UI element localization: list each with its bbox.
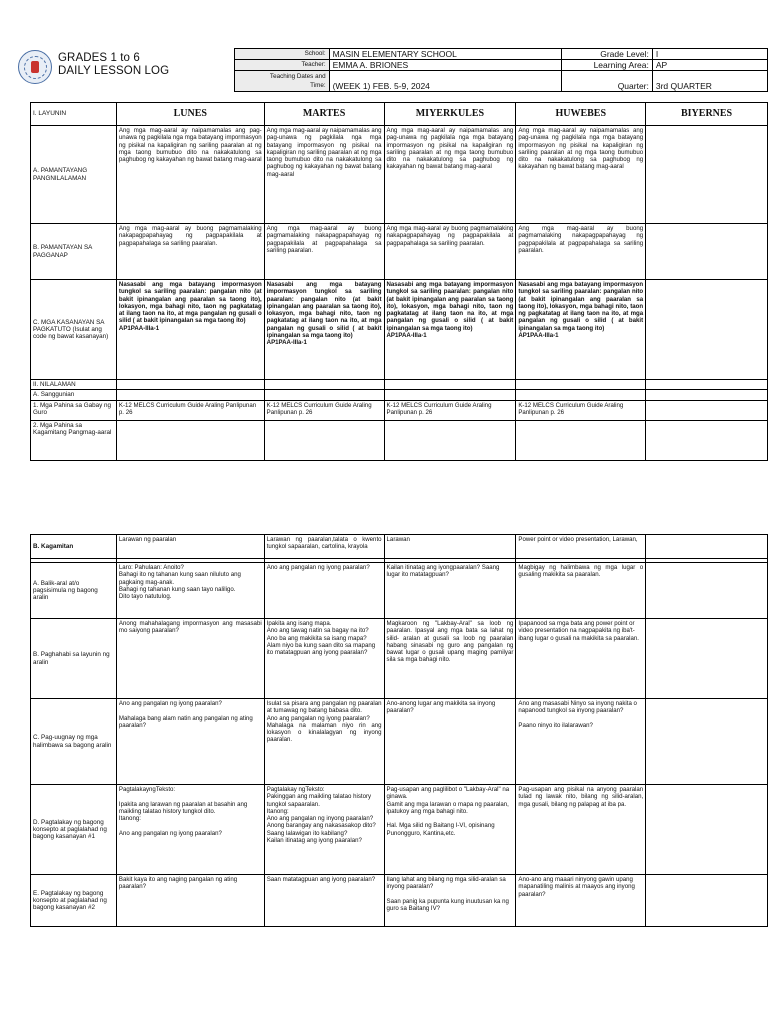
row-label: A. Balik-aral at/o pagsisimula ng bagong aralin (31, 563, 117, 619)
dates-value: (WEEK 1) FEB. 5-9, 2024 (329, 71, 561, 92)
cell: Nasasabi ang mga batayang impormasyon tungkol sa sariling paaralan: pangalan nito (at bakit ipinangalan ang paaralan sa taong ito), lokasyon, mga bahagi nito, taon ng pagkatatag at ilang taon na ito, at mga pangalan ng gusali o silid ( at bakit ipinangalan sa mga taong ito) AP1PAA-IIIa-1 (264, 280, 384, 380)
cell (646, 126, 768, 224)
cell: Ano ang pangalan ng iyong paaralan? (264, 563, 384, 619)
cell: Larawan (384, 535, 516, 559)
cell: Nasasabi ang mga batayang impormasyon tungkol sa sariling paaralan: pangalan nito (at bakit ipinangalan ang paaralan sa taong ito), lokasyon, mga bahagi nito, taon ng pagkatatag at ilang taon na ito, at mga pangalan ng gusali o silid ( at bakit ipinangalan sa mga taong ito) AP1PAA-IIIa-1 (384, 280, 516, 380)
day-header-miyerkules: MIYERKULES (384, 103, 516, 126)
cell: K-12 MELCS Curriculum Guide Araling Panlipunan p. 26 (264, 400, 384, 420)
cell: Ano-ano ang maaari ninyong gawin upang mapanatiling malinis at maayos ang inyong paaralan? (516, 875, 646, 927)
school-value: MASIN ELEMENTARY SCHOOL (329, 49, 561, 60)
lesson-table-part-1 (30, 102, 768, 461)
school-label: School: (235, 49, 330, 60)
row-label: 1. Mga Pahina sa Gabay ng Guro (31, 400, 117, 420)
cell (384, 420, 516, 460)
cell: Ilang lahat ang bilang ng mga silid-aralan sa inyong paaralan? Saan panig ka pupunta kung inuutusan ka ng guro sa Baitang IV? (384, 875, 516, 927)
row-label: B. Kagamitan (31, 535, 117, 559)
cell: Laro: Pahulaan: Anoito? Bahagi ito ng tahanan kung saan niluluto ang pagkaing mag-anak. Bahagi ng tahanan kung saan tayo naliligo. Dito tayo natutulog. (116, 563, 264, 619)
cell (646, 875, 768, 927)
cell (646, 280, 768, 380)
cell: Ano ang masasabi Ninyo sa inyong nakita o napanood tungkol sa inyong paaralan? Paano ninyo ito ilalarawan? (516, 699, 646, 785)
header (16, 48, 768, 90)
cell: Magkaroon ng "Lakbay-Aral" sa loob ng paaralan. Ipasyal ang mga bata sa lahat ng silid- aralan at gusali sa loob ng paaralan habang sinasabi ng guro ang pangalan ng bawat lugar o gusali upang maging pamilyar sila sa mga bahagi nito. (384, 619, 516, 699)
row-label: B. Paghahabi sa layunin ng aralin (31, 619, 117, 699)
table-row (31, 224, 768, 280)
cell: K-12 MELCS Curriculum Guide Araling Panlipunan p. 26 (116, 400, 264, 420)
cell (646, 619, 768, 699)
cell: Ano ang pangalan ng iyong paaralan? Mahalaga bang alam natin ang pangalan ng ating paaralan? (116, 699, 264, 785)
teacher-label: Teacher: (235, 60, 330, 71)
cell: Ang mga mag-aaral ay naipamamalas ang pag-unawa ng pagkilala nga mga batayang impormasyon ng pisikal na kapaligiran ng sariling paaralan at ng mga taong bumubuo dito na nakakatulong sa paghubog ng kakayahan ng bawat batang mag-aaral (116, 126, 264, 224)
day-header-huwebes: HUWEBES (516, 103, 646, 126)
table-row (31, 400, 768, 420)
table-row (31, 875, 768, 927)
row-label: C. Pag-uugnay ng mga halimbawa sa bagong aralin (31, 699, 117, 785)
lesson-table-part-2 (30, 534, 768, 927)
table-row (31, 563, 768, 619)
cell (516, 420, 646, 460)
table-row (31, 420, 768, 460)
cell (646, 785, 768, 875)
cell (116, 420, 264, 460)
day-header-biyernes: BIYERNES (646, 103, 768, 126)
cell (646, 563, 768, 619)
cell (646, 420, 768, 460)
row-label: B. PAMANTAYAN SA PAGGANAP (31, 224, 117, 280)
cell (384, 380, 516, 390)
cell: Ang mga mag-aaral ay buong pagmamalaking nakapagpapahayag ng pagpapakilala at pagpapahalaga sa sariling paaralan. (264, 224, 384, 280)
grade-label: Grade Level: (562, 49, 653, 60)
table-row (31, 535, 768, 559)
deped-seal-icon (18, 50, 52, 84)
cell: Kailan itinatag ang iyongpaaralan? Saang lugar ito matatagpuan? (384, 563, 516, 619)
table-row (31, 380, 768, 390)
log-title (58, 52, 169, 78)
row-label: II. NILALAMAN (31, 380, 117, 390)
table-row (31, 126, 768, 224)
cell: Pagtalakay ngTeksto: Pakinggan ang maikling talatao history tungkol sapaaralan. Itanong: Ano ang pangalan ng inyong paaralan? Anong barangay ang nakasasakop dito? Saang lalawigan ito kabilang? Kailan itinatag ang iyong paaralan? (264, 785, 384, 875)
dates-label: Teaching Dates and Time: (235, 71, 330, 92)
cell (384, 390, 516, 400)
cell: Isulat sa pisara ang pangalan ng paaralan at tumawag ng batang babasa dito. Ano ang pangalan ng iyong paaralan? Mahalaga na malaman niyo rin ang lokasyon o kinalalagyan ng inyong paaralan. (264, 699, 384, 785)
day-header-lunes: LUNES (116, 103, 264, 126)
cell (646, 390, 768, 400)
day-header-martes: MARTES (264, 103, 384, 126)
cell: Nasasabi ang mga batayang impormasyon tungkol sa sariling paaralan: pangalan nito (at bakit ipinangalan ang paaralan sa taong ito), lokasyon, mga bahagi nito, taon ng pagkatatag at ilang taon na ito, at mga pangalan ng gusali o silid ( at bakit ipinangalan sa mga taong ito) AP1PAA-IIIa-1 (516, 280, 646, 380)
cell: Larawan ng paaralan (116, 535, 264, 559)
cell: Ang mga mag-aaral ay naipamamalas ang pag-unawa ng pagkilala nga mga batayang impormasyon ng pisikal na kapaligiran ng sariling paaralan at ng mga taong bumubuo dito na nakakatulong sa paghubog ng kakayahan ng bawat batang mag-aaral (384, 126, 516, 224)
cell: K-12 MELCS Curriculum Guide Araling Panlipunan p. 26 (516, 400, 646, 420)
cell: PagtalakayngTeksto: Ipakita ang larawan ng paaralan at basahin ang maikling talataо history tungkol dito. Itanong: Ano ang pangalan ng iyong paaralan? (116, 785, 264, 875)
cell (264, 380, 384, 390)
cell: Larawan ng paaralan,talata o kwento tungkol sapaaralan, cartolina, krayola (264, 535, 384, 559)
cell: K-12 MELCS Curriculum Guide Araling Panlipunan p. 26 (384, 400, 516, 420)
table-row (31, 699, 768, 785)
day-header-row (31, 103, 768, 126)
cell: Pag-usapan ang paglilibot o "Lakbay-Aral" na ginawa. Gamit ang mga larawan o mapa ng paaralan, ipatukoy ang mga bahagi nito. Hal. Mga silid ng Baitang I-VI, opisinang Punongguro, Kantina,etc. (384, 785, 516, 875)
cell: Ipapanood sa mga bata ang power point or video presentation na nagpapakita ng iba't-ibang lugar o gusali na makikita sa paaralan. (516, 619, 646, 699)
cell: Ang mga mag-aaral ay buong pagmamalaking nakapagpapahayag ng pagpapakilala at pagpapahalaga sa sariling paaralan. (384, 224, 516, 280)
row-label: 2. Mga Pahina sa Kagamitang Pangmag-aaral (31, 420, 117, 460)
cell (264, 390, 384, 400)
cell: Saan matatagpuan ang iyong paaralan? (264, 875, 384, 927)
cell: Ang mga mag-aaral ay buong pagmamalaking nakapagpapahayag ng pagpapakilala at pagpapahalaga sa sariling paaralan. (516, 224, 646, 280)
cell: Pag-usapan ang pisikal na anyong paaralan tulad ng lawak nito, bilang ng silid-aralan, mga gusali, bilang ng palapag at iba pa. (516, 785, 646, 875)
table-row (31, 619, 768, 699)
layunin-header: I. LAYUNIN (31, 103, 117, 126)
table-row (31, 785, 768, 875)
teacher-value: EMMA A. BRIONES (329, 60, 561, 71)
table-row (31, 280, 768, 380)
grade-value: I (652, 49, 767, 60)
row-label: C. MGA KASANAYAN SA PAGKATUTO (Isulat ang code ng bawat kasanayan) (31, 280, 117, 380)
table-row (31, 390, 768, 400)
cell (116, 380, 264, 390)
row-label: E. Pagtalakay ng bagong konsepto at paglalahad ng bagong kasanayan #2 (31, 875, 117, 927)
title-line-2: DAILY LESSON LOG (58, 65, 170, 77)
cell: Ang mga mag-aaral ay buong pagmamalaking nakapagpapahayag ng pagpapakilala at pagpapahalaga sa sariling paaralan. (116, 224, 264, 280)
cell: Ang mga mag-aaral ay naipamamalas ang pag-unawa ng pagkilala nga mga batayang impormasyon ng pisikal na kapaligiran ng sariling paaralan at ng mga taong bumubuo dito na nakakatulong sa paghubog ng kakayahan ng bawat batang mag-aaral (264, 126, 384, 224)
cell (264, 420, 384, 460)
cell (646, 535, 768, 559)
cell (516, 380, 646, 390)
quarter-label: Quarter: (562, 71, 653, 92)
header-info-table (234, 48, 768, 92)
cell: Nasasabi ang mga batayang impormasyon tungkol sa sariling paaralan: pangalan nito (at bakit ipinangalan ang paaralan sa taong ito), lokasyon, mga bahagi nito, taon ng pagkatatag at ilang taon na ito, at mga pangalan ng gusali o silid ( at bakit ipinangalan sa mga taong ito) AP1PAA-IIIa-1 (116, 280, 264, 380)
cell: Anong mahahalagang impormasyon ang masasabi mo saiyong paaralan? (116, 619, 264, 699)
cell (116, 390, 264, 400)
cell (646, 400, 768, 420)
cell: Power point or video presentation, Larawan, (516, 535, 646, 559)
cell: Ipakita ang isang mapa. Ano ang tawag natin sa bagay na ito? Ano ba ang makikita sa isang mapa? Alam niyo ba kung saan dito sa mapang ito matatagpuan ang iyong paaralan? (264, 619, 384, 699)
title-line-1: GRADES 1 to 6 (58, 52, 140, 64)
cell (516, 390, 646, 400)
cell: Magbigay ng halimbawa ng mga lugar o gusaling makikita sa paaralan. (516, 563, 646, 619)
cell (646, 380, 768, 390)
row-label: A. Sanggunian (31, 390, 117, 400)
cell: Bakit kaya ito ang naging pangalan ng ating paaralan? (116, 875, 264, 927)
row-label: A. PAMANTAYANG PANGNILALAMAN (31, 126, 117, 224)
cell (646, 699, 768, 785)
cell: Ano-anong lugar ang makikita sa inyong paaralan? (384, 699, 516, 785)
area-label: Learning Area: (562, 60, 653, 71)
cell: Ang mga mag-aaral ay naipamamalas ang pag-unawa ng pagkilala nga mga batayang impormasyon ng pisikal na kapaligiran ng sariling paaralan at ng mga taong bumubuo dito na nakakatulong sa paghubog ng kakayahan ng bawat batang mag-aaral (516, 126, 646, 224)
quarter-value: 3rd QUARTER (652, 71, 767, 92)
area-value: AP (652, 60, 767, 71)
cell (646, 224, 768, 280)
row-label: D. Pagtalakay ng bagong konsepto at paglalahad ng bagong kasanayan #1 (31, 785, 117, 875)
